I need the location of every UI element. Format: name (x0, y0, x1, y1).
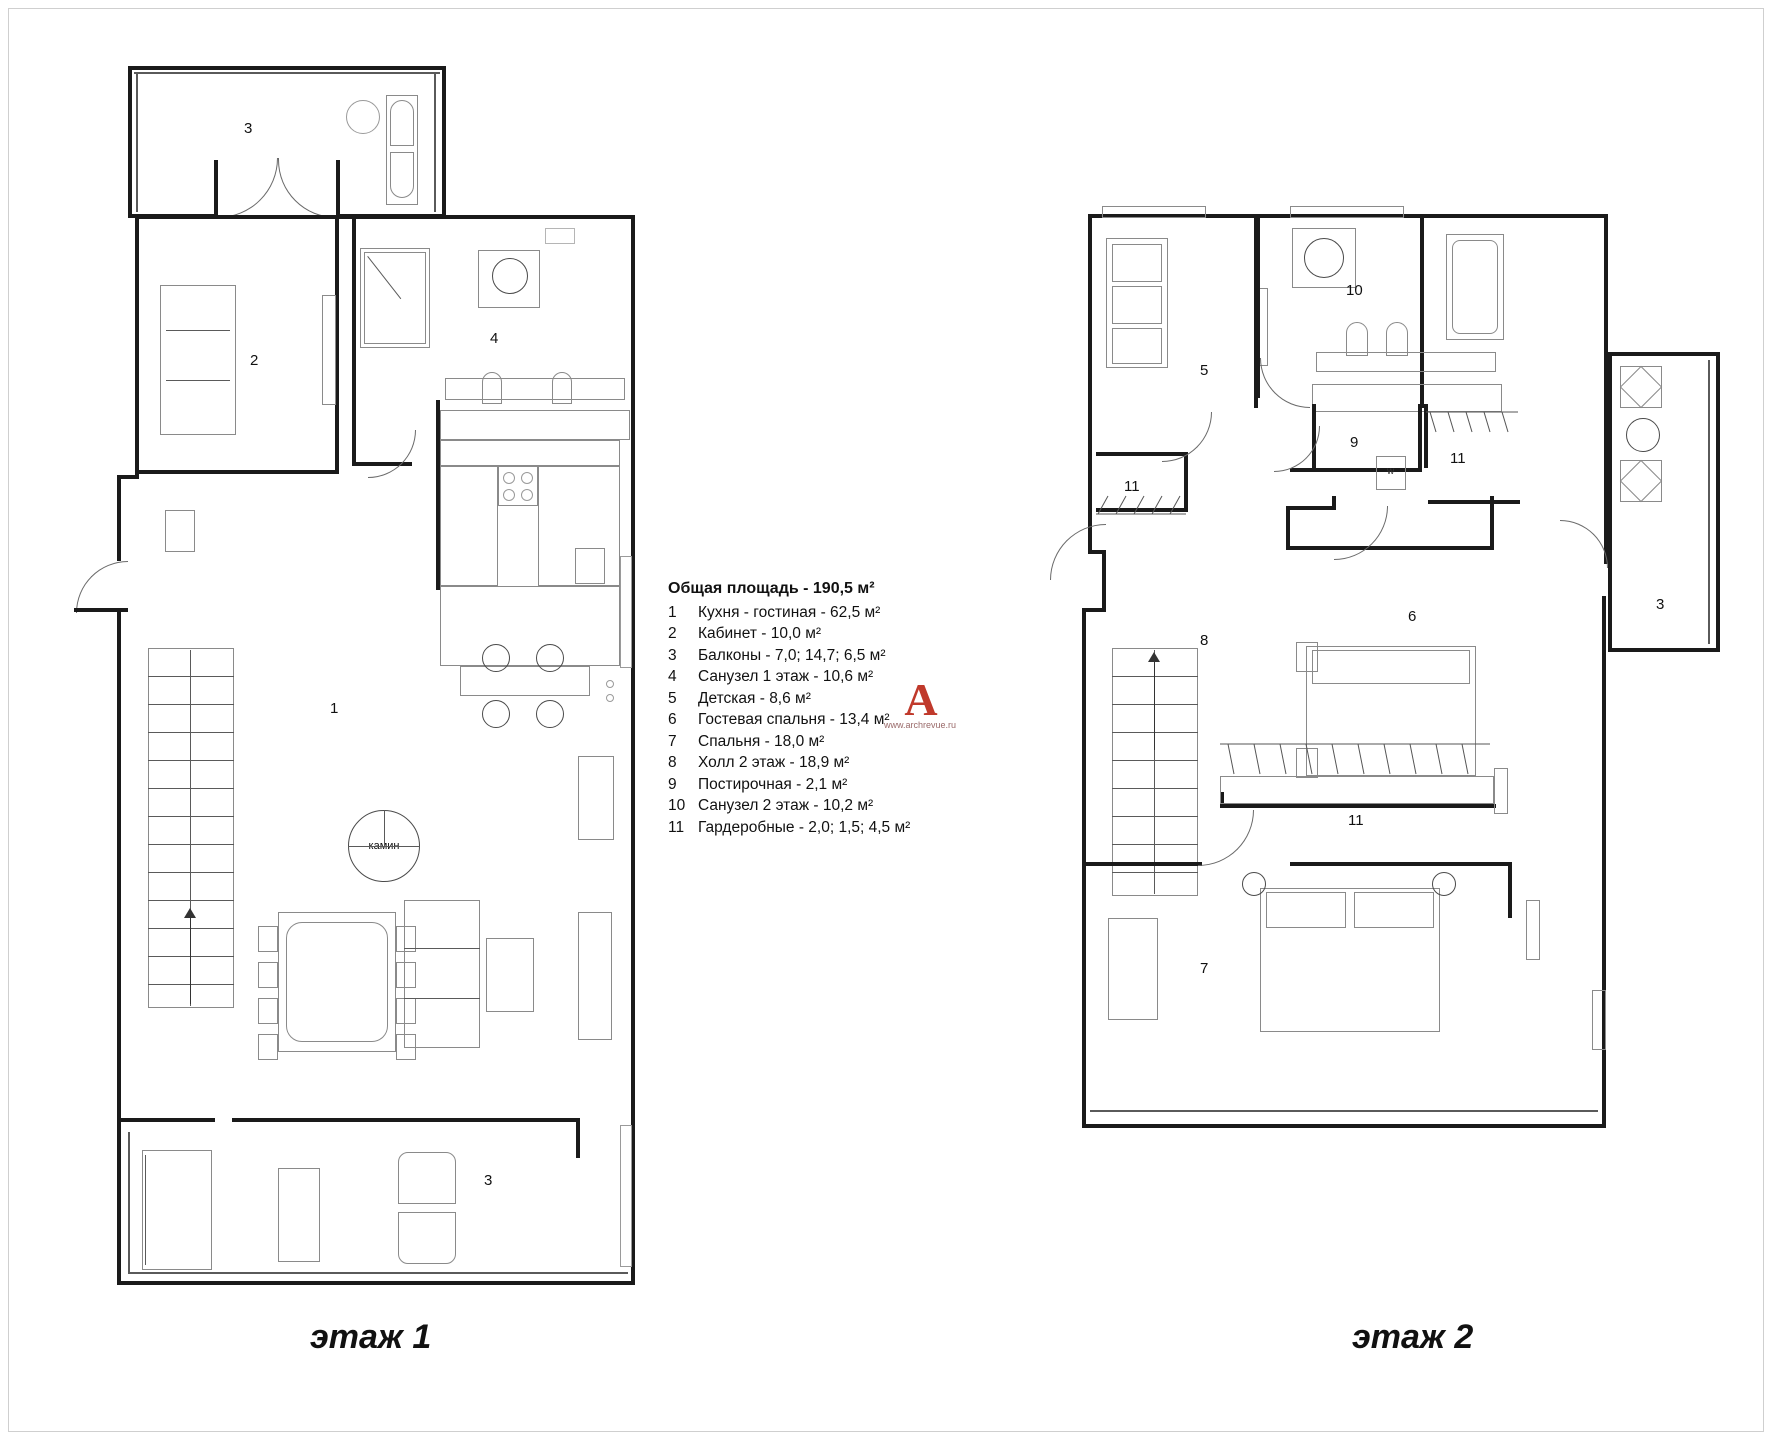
f2-bath2-wall-mid (1420, 218, 1424, 408)
f1-window-right-b (620, 1125, 632, 1267)
f2-wardrobe-m-rail (1220, 776, 1494, 804)
room-number-6: 6 (1408, 608, 1417, 625)
legend-total-area: Общая площадь - 190,5 м² (668, 580, 875, 597)
legend-index: 10 (668, 797, 686, 814)
legend-text: Кухня - гостиная - 62,5 м² (698, 603, 881, 621)
f1-bottom-wall-c (576, 1118, 580, 1158)
legend-index: 8 (668, 754, 677, 771)
f2-bedroom-wall-r (1508, 862, 1512, 918)
f1-dot-a (606, 680, 614, 688)
f2-kids-sofa-c (1112, 328, 1162, 364)
f1-entrance-door-swing (76, 561, 128, 613)
legend-text: Балконы - 7,0; 14,7; 6,5 м² (698, 646, 886, 664)
f2-stair-step-8 (1112, 872, 1198, 873)
balcony-left-rail (136, 72, 138, 212)
f2-stair-step-4 (1112, 760, 1198, 761)
legend-index: 6 (668, 711, 677, 728)
f2-washer (1376, 456, 1406, 490)
room-number-11-left: 11 (1124, 478, 1140, 495)
f1-barstool-3 (482, 700, 510, 728)
f2-bottom-glazing (1090, 1110, 1598, 1112)
f1-office-sofa-line-b (166, 380, 230, 381)
f2-outer-bottom (1082, 1124, 1606, 1128)
legend-row (668, 752, 910, 774)
legend-row (668, 817, 910, 839)
f2-bedroom-door-swing (1198, 810, 1254, 866)
f2-outer-left-b (1082, 608, 1086, 1128)
legend-text: Кабинет - 10,0 м² (698, 625, 822, 642)
legend-text: Детская - 8,6 м² (698, 689, 811, 707)
balcony-door-swing-l (218, 158, 278, 218)
f2-kids-sofa-b (1112, 286, 1162, 324)
f2-stair-step-1 (1112, 676, 1198, 677)
legend-index: 7 (668, 732, 677, 750)
f1-balcony-bench-line (145, 1155, 146, 1265)
f1-staircase (148, 648, 234, 1008)
f2-stair-step-3 (1112, 732, 1198, 733)
f2-wardrobe-r-wall-b (1428, 500, 1520, 504)
f1-office-wall-bottom (135, 470, 339, 474)
f2-bath2-counter (1316, 352, 1496, 372)
balcony-right-wall (442, 66, 446, 218)
f2-balcony-table (1626, 418, 1660, 452)
room-number-11-mid: 11 (1348, 812, 1364, 829)
balcony-door-jamb-r (336, 160, 340, 218)
f2-balcony-door-swing (1560, 520, 1608, 568)
balcony-door-swing-r (278, 158, 336, 218)
f1-barstool-1 (482, 644, 510, 672)
washer-label: w (1387, 466, 1395, 477)
f1-barstool-4 (536, 700, 564, 728)
legend-row (668, 731, 910, 753)
f1-bottom-wall-a (232, 1118, 580, 1122)
legend-row (668, 602, 910, 624)
floor-2-plan (1060, 0, 1772, 1356)
legend-text: Спальня - 18,0 м² (698, 732, 825, 750)
f1-stair-step-5 (148, 788, 234, 789)
f2-bedroom-pillow-a (1266, 892, 1346, 928)
f1-entrance-door-leaf (74, 608, 128, 612)
f1-burner-1 (503, 472, 515, 484)
f1-window-right-a (620, 556, 632, 668)
f2-bedroom-pillow-b (1354, 892, 1434, 928)
room-number-8: 8 (1200, 632, 1209, 649)
f1-dining-chair-4 (258, 1034, 278, 1060)
f1-sofa (404, 900, 480, 1048)
room-number-3-f2: 3 (1656, 596, 1665, 613)
f1-kitchen-cab-left (440, 466, 498, 586)
f2-wardrobe-l-hatch (1096, 494, 1188, 516)
f1-cooktop (498, 466, 538, 506)
legend-index: 11 (668, 818, 685, 836)
f2-guest-door-swing (1334, 506, 1388, 560)
f2-balcony-wall-b (1608, 648, 1720, 652)
f2-toilet-b (1386, 322, 1408, 356)
f1-stair-step-10 (148, 928, 234, 929)
f1-fireplace-line-h (348, 846, 420, 847)
f2-toilet-a (1346, 322, 1368, 356)
f1-burner-4 (521, 489, 533, 501)
f2-window-right-c (1592, 990, 1606, 1050)
floor-1-plan (0, 0, 700, 1356)
f2-stair-step-5 (1112, 788, 1198, 789)
f1-toilet-a (482, 372, 502, 404)
f1-fireplace-line-v (384, 810, 385, 846)
f1-burner-3 (503, 489, 515, 501)
f1-sofa-line-b (404, 998, 480, 999)
room-number-3-top: 3 (244, 120, 253, 137)
f1-coffee-table (486, 938, 534, 1012)
f1-stair-step-12 (148, 984, 234, 985)
f1-balcony-armchair-1 (398, 1152, 456, 1204)
legend-index: 4 (668, 668, 677, 685)
f1-outer-top (135, 215, 635, 219)
f2-stair-arrow-line (1154, 660, 1155, 750)
f2-balcony-wall-r (1716, 352, 1720, 652)
f1-stair-step-6 (148, 816, 234, 817)
f1-balcony-table (278, 1168, 320, 1262)
f2-stair-step-6 (1112, 816, 1198, 817)
room-number-1: 1 (330, 700, 339, 717)
f1-stair-arrow-head (184, 908, 196, 918)
f1-bathtub-inner (364, 252, 426, 344)
f2-window-2 (1290, 206, 1404, 218)
f1-stair-step-4 (148, 760, 234, 761)
f2-bedroom-door-panel-2 (1526, 900, 1540, 960)
room-number-9: 9 (1350, 434, 1359, 451)
legend-row (668, 623, 910, 645)
f1-toilet-b (552, 372, 572, 404)
legend-row (668, 645, 910, 667)
balcony-top-rail (134, 72, 440, 74)
legend-row (668, 774, 910, 796)
f2-kids-sofa-a (1112, 244, 1162, 282)
f2-bath2-tub-inner (1452, 240, 1498, 334)
balcony-right-rail (434, 72, 436, 212)
legend-index: 9 (668, 775, 677, 793)
f2-stair-step-7 (1112, 844, 1198, 845)
f1-bath-counter (445, 378, 625, 400)
f1-barstool-2 (536, 644, 564, 672)
f2-guest-nightstand-a (1296, 642, 1318, 672)
f1-bath-spacer (475, 262, 525, 294)
f2-bath2-door-swing (1260, 358, 1310, 408)
f2-outer-left-c (1082, 1078, 1086, 1128)
room-number-5: 5 (1200, 362, 1209, 379)
watermark (860, 674, 980, 730)
f2-guest-wall-t2 (1286, 546, 1492, 550)
f2-bedroom-wall-t (1086, 862, 1202, 866)
legend-index: 5 (668, 689, 677, 707)
f1-cabinet (165, 510, 195, 552)
f1-console-a (578, 756, 614, 840)
legend-index: 1 (668, 603, 677, 621)
f2-guest-wall-r (1490, 496, 1494, 550)
legend-text: Санузел 1 этаж - 10,6 м² (698, 668, 874, 685)
legend-block (668, 578, 1038, 838)
f1-balcony-rail-b (128, 1272, 628, 1274)
f1-stair-step-3 (148, 732, 234, 733)
f1-office-door-panel (322, 295, 336, 405)
f2-stair-arrow-head (1148, 652, 1160, 662)
f1-dining-chair-2 (258, 962, 278, 988)
f2-bath2-sink-counter (1292, 228, 1356, 288)
f1-stair-step-11 (148, 956, 234, 957)
f1-console-b (578, 912, 612, 1040)
f2-bedroom-lamp-a (1242, 872, 1266, 896)
f1-outer-bottom (117, 1281, 635, 1285)
f1-outer-left-a (135, 215, 139, 475)
balcony-chair-a (390, 100, 414, 146)
f2-staircase (1112, 648, 1198, 896)
f2-guest-wall-l (1286, 506, 1290, 550)
f1-stair-step-7 (148, 844, 234, 845)
f2-bedroom-wall-t2 (1290, 862, 1512, 866)
f1-kitchen-island (440, 586, 620, 666)
f1-outer-left-b (117, 612, 121, 1152)
f1-bottom-wall-b (121, 1118, 215, 1122)
f1-dining-table-inner (286, 922, 388, 1042)
f2-balcony-rail (1708, 360, 1710, 644)
floor-2-label: этаж 2 (1352, 1318, 1474, 1356)
balcony-chair-b (390, 152, 414, 198)
f2-balcony-wall-l (1608, 352, 1612, 652)
f2-outer-left-a (1088, 214, 1092, 554)
f1-balcony-bench (142, 1150, 212, 1270)
f2-bath2-wall-left (1256, 218, 1260, 398)
room-number-2: 2 (250, 352, 259, 369)
f1-kitchen-counter-top (440, 440, 620, 466)
f2-wardrobe-m-wall-b (1220, 804, 1496, 808)
f2-laundry-wall-right (1418, 404, 1422, 472)
legend-text: Санузел 2 этаж - 10,2 м² (698, 797, 874, 814)
f2-balcony-wall-t (1608, 352, 1720, 356)
room-number-11-right: 11 (1450, 450, 1466, 467)
legend-index: 3 (668, 646, 677, 664)
f1-jog-left (117, 475, 121, 561)
f1-bath-wall-left (352, 219, 356, 464)
f1-bath-window-sym (545, 228, 575, 244)
legend-text: Гардеробные - 2,0; 1,5; 4,5 м² (698, 818, 911, 836)
f2-wardrobe-l-door-swing (1162, 412, 1212, 462)
f1-dining-chair-3 (258, 998, 278, 1024)
watermark-letter: A (904, 674, 936, 725)
room-number-10: 10 (1346, 282, 1363, 299)
room-number-4: 4 (490, 330, 499, 347)
balcony-plant-icon (346, 100, 380, 134)
f2-wardrobe-m-hatch (1220, 740, 1496, 780)
f1-stair-arrow-line (190, 912, 191, 1004)
f1-bath-vanity (440, 410, 630, 440)
f1-dot-b (606, 694, 614, 702)
f1-stair-step-8 (148, 872, 234, 873)
f2-wardrobe-r-hatch (1426, 408, 1522, 436)
f1-office-sofa (160, 285, 236, 435)
f1-kitchen-appliance (575, 548, 605, 584)
legend-row (668, 795, 910, 817)
watermark-url: www.archrevue.ru (883, 720, 957, 730)
f1-sofa-line-a (404, 948, 480, 949)
f2-guest-wall-t (1286, 506, 1332, 510)
legend-text: Гостевая спальня - 13,4 м² (698, 711, 890, 728)
f1-balcony-rail-l (128, 1132, 130, 1272)
floor-1-label: этаж 1 (310, 1318, 432, 1356)
f2-bedroom-dresser (1108, 918, 1158, 1020)
f2-wardrobe-m-door-panel (1494, 768, 1508, 814)
f1-outer-left-c (117, 1121, 121, 1285)
room-number-3-bottom: 3 (484, 1172, 493, 1189)
f1-balcony-armchair-2 (398, 1212, 456, 1264)
f2-bedroom-lamp-b (1432, 872, 1456, 896)
f1-burner-2 (521, 472, 533, 484)
f1-island-bar (460, 666, 590, 696)
f1-stair-step-1 (148, 676, 234, 677)
f1-bath-door-swing (368, 430, 416, 478)
balcony-top-wall (128, 66, 446, 70)
room-number-7: 7 (1200, 960, 1209, 977)
legend-index: 2 (668, 625, 677, 642)
f1-stair-step-2 (148, 704, 234, 705)
f1-office-sofa-line-a (166, 330, 230, 331)
legend-text: Холл 2 этаж - 18,9 м² (698, 754, 850, 771)
f2-window-1 (1102, 206, 1206, 218)
f1-dining-chair-1 (258, 926, 278, 952)
f1-stair-step-9 (148, 900, 234, 901)
balcony-left-wall (128, 66, 132, 218)
f2-stair-step-2 (1112, 704, 1198, 705)
f2-guest-bed-headboard (1312, 650, 1470, 684)
legend-text: Постирочная - 2,1 м² (698, 775, 848, 793)
